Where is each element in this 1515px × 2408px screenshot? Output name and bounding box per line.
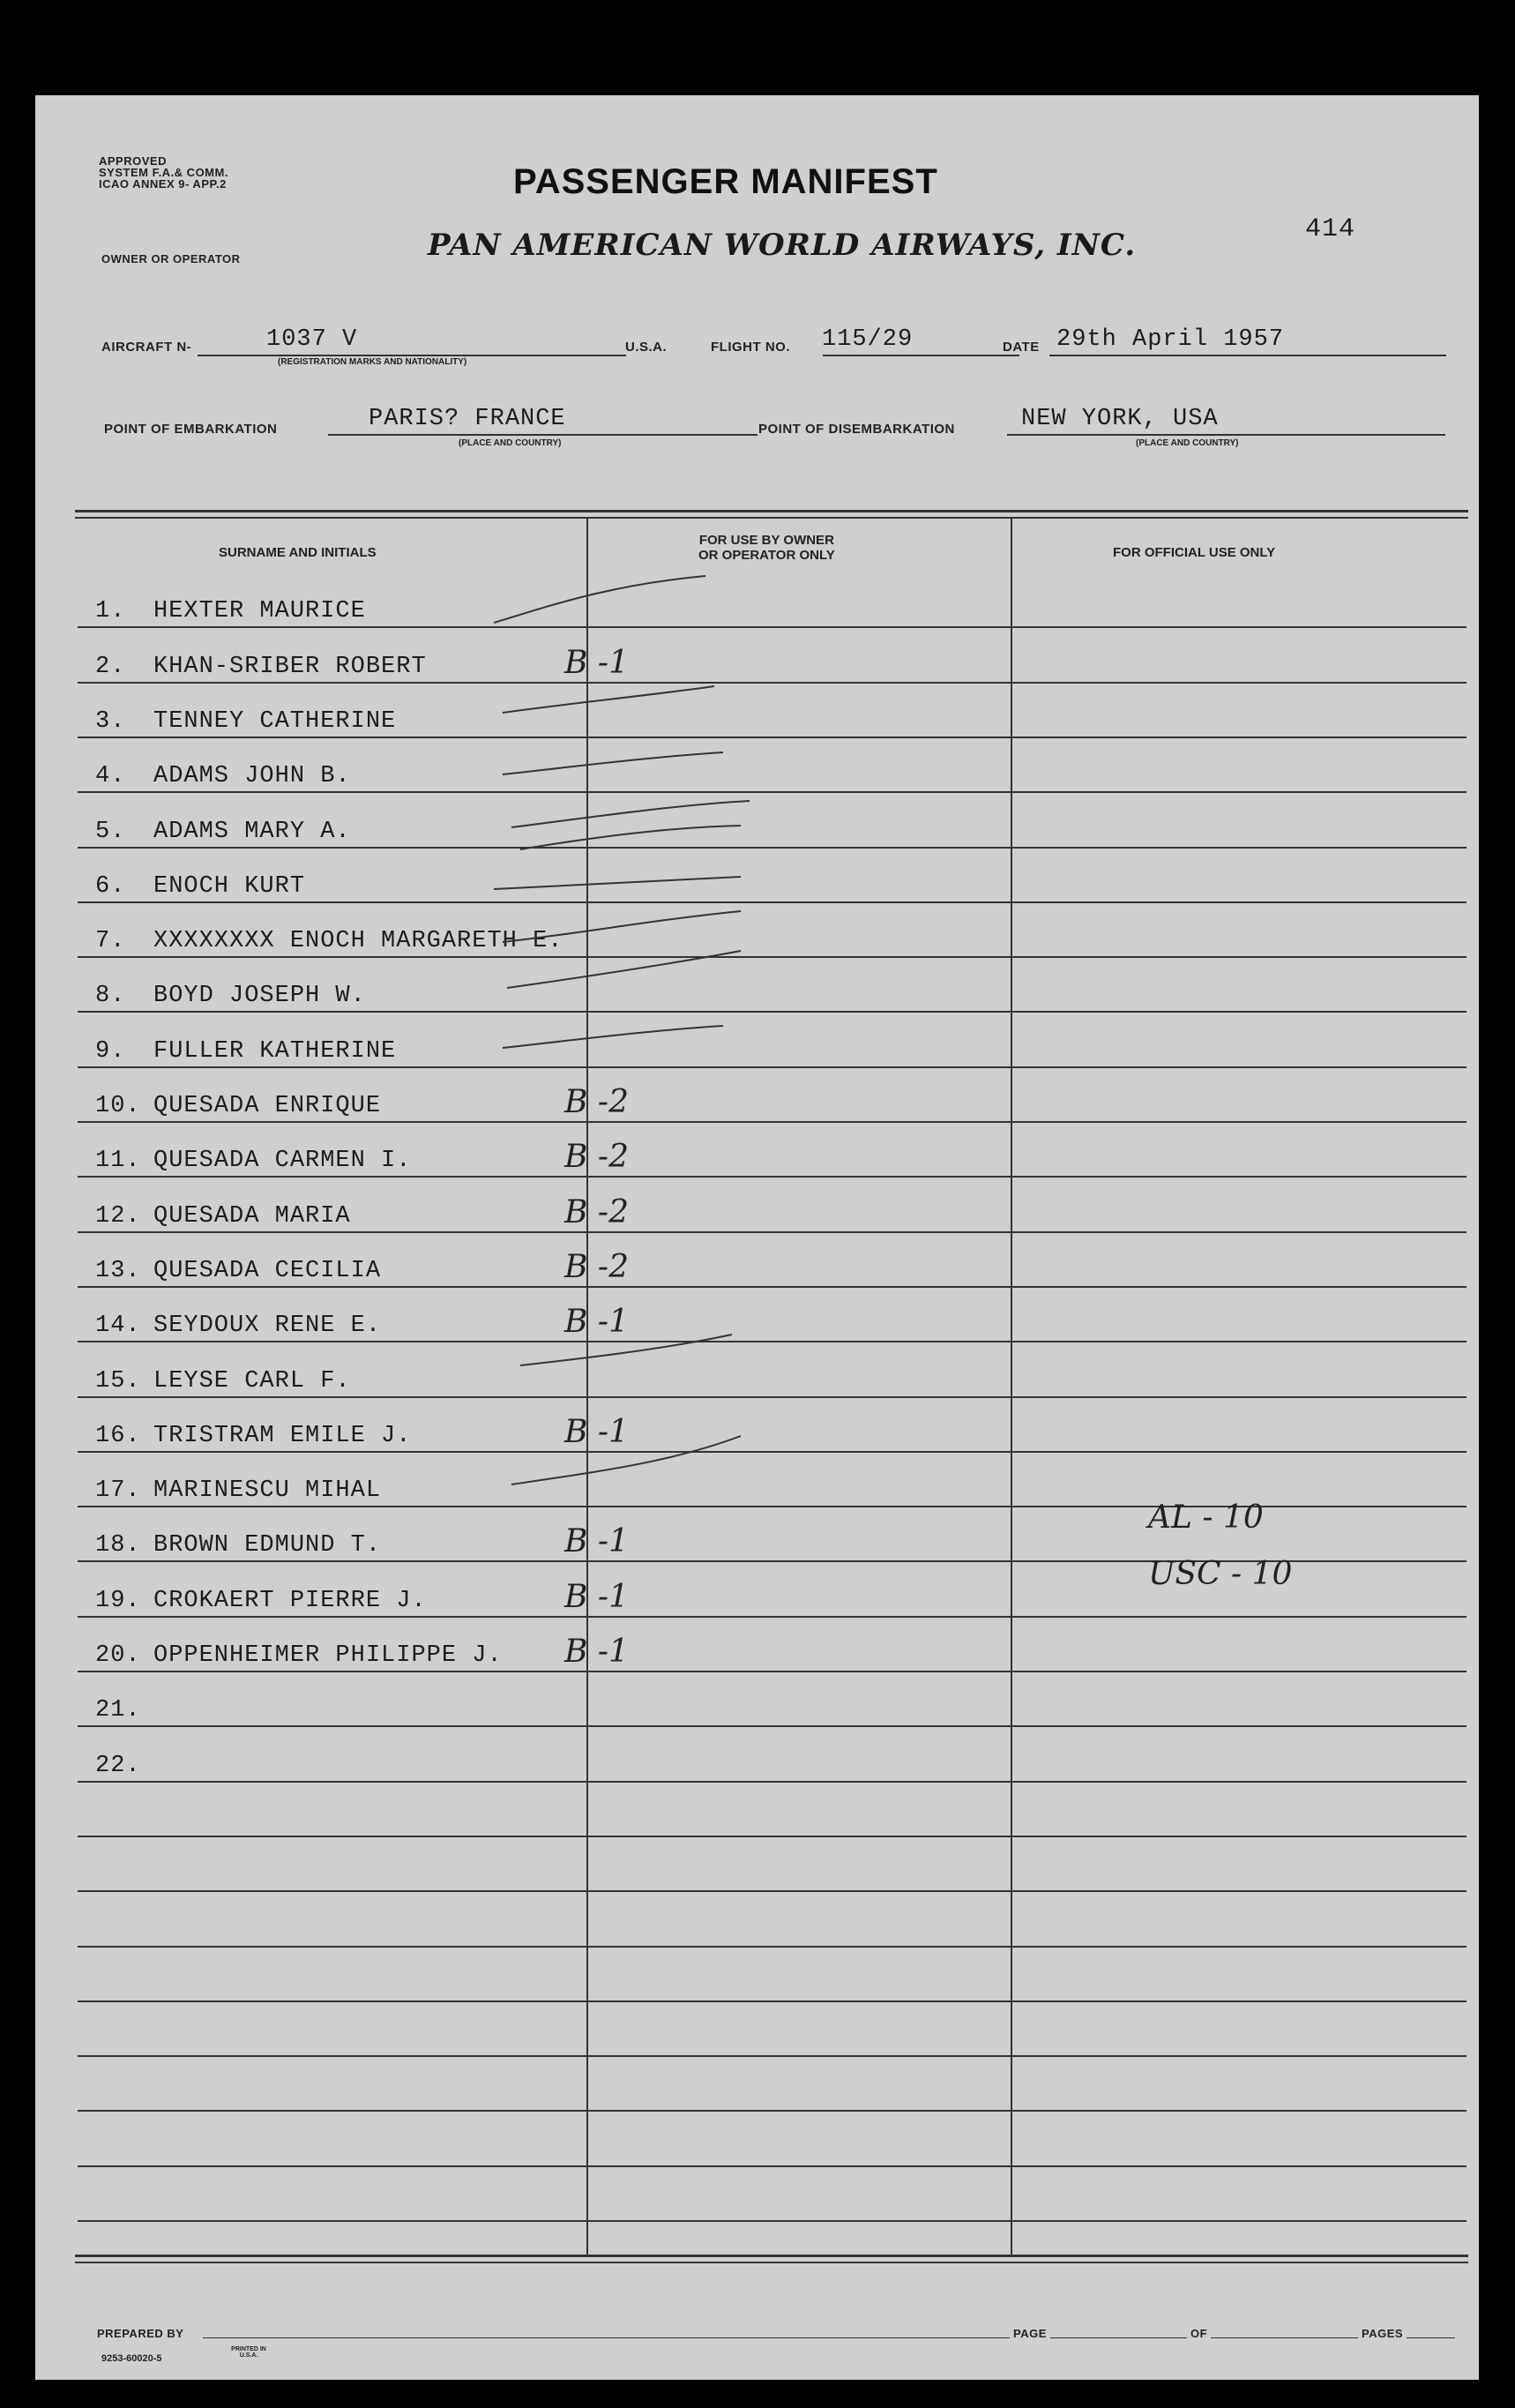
embarkation-label: POINT OF EMBARKATION bbox=[104, 422, 278, 437]
passenger-name: ADAMS MARY A. bbox=[153, 819, 351, 845]
disembarkation-place: NEW YORK, USA bbox=[1021, 406, 1219, 432]
row-number: 14. bbox=[95, 1312, 141, 1339]
passenger-name: MARINESCU MIHAL bbox=[153, 1477, 382, 1504]
operator-mark: B -2 bbox=[564, 1084, 629, 1120]
row-number: 3. bbox=[95, 708, 126, 735]
passenger-name: ADAMS JOHN B. bbox=[153, 763, 351, 789]
row-number: 21. bbox=[95, 1697, 141, 1724]
of-label: OF bbox=[1187, 2327, 1211, 2340]
embarkation-sublabel: (PLACE AND COUNTRY) bbox=[459, 438, 562, 448]
row-number: 8. bbox=[95, 983, 126, 1009]
disembarkation-sublabel: (PLACE AND COUNTRY) bbox=[1136, 438, 1239, 448]
operator-mark: B -1 bbox=[564, 1414, 629, 1450]
passenger-name: OPPENHEIMER PHILIPPE J. bbox=[153, 1642, 503, 1669]
operator-mark: B -1 bbox=[564, 1304, 629, 1340]
official-note: AL - 10 bbox=[1148, 1499, 1264, 1536]
approval-line: ICAO ANNEX 9- APP.2 bbox=[99, 177, 227, 191]
passenger-name: ENOCH KURT bbox=[153, 873, 306, 900]
passenger-name: QUESADA CECILIA bbox=[153, 1258, 382, 1284]
passenger-name: SEYDOUX RENE E. bbox=[153, 1312, 382, 1339]
operator-mark: B -2 bbox=[564, 1249, 629, 1285]
flight-date: 29th April 1957 bbox=[1056, 326, 1285, 353]
row-number: 18. bbox=[95, 1532, 141, 1559]
passenger-name: HEXTER MAURICE bbox=[153, 598, 366, 624]
row-number: 7. bbox=[95, 928, 126, 954]
operator-mark: B -2 bbox=[564, 1139, 629, 1175]
disembarkation-label: POINT OF DISEMBARKATION bbox=[758, 422, 955, 437]
operator-header-line: FOR USE BY OWNER bbox=[698, 533, 834, 548]
operator-mark: B -2 bbox=[564, 1194, 629, 1230]
form-number: 9253-60020-5 bbox=[101, 2353, 162, 2364]
passenger-name: CROKAERT PIERRE J. bbox=[153, 1588, 427, 1614]
aircraft-sublabel: (REGISTRATION MARKS AND NATIONALITY) bbox=[278, 357, 467, 367]
approval-line: APPROVED bbox=[99, 154, 167, 168]
page-label: PAGE bbox=[1010, 2327, 1050, 2340]
row-number: 10. bbox=[95, 1093, 141, 1119]
row-number: 6. bbox=[95, 873, 126, 900]
page-reference-number: 414 bbox=[1305, 214, 1356, 244]
approval-line: SYSTEM F.A.& COMM. bbox=[99, 166, 228, 179]
owner-label: OWNER OR OPERATOR bbox=[101, 252, 241, 265]
passenger-name: TRISTRAM EMILE J. bbox=[153, 1423, 412, 1449]
row-number: 20. bbox=[95, 1642, 141, 1669]
prepared-by-label: PREPARED BY bbox=[97, 2327, 184, 2340]
printed-in-usa: PRINTED IN U.S.A. bbox=[231, 2346, 266, 2359]
operator-mark: B -1 bbox=[564, 1579, 629, 1615]
airline-name: PAN AMERICAN WORLD AIRWAYS, INC. bbox=[428, 228, 1137, 263]
row-number: 1. bbox=[95, 598, 126, 624]
passenger-name: XXXXXXXX ENOCH MARGARETH E. bbox=[153, 928, 563, 954]
row-number: 9. bbox=[95, 1038, 126, 1065]
operator-mark: B -1 bbox=[564, 645, 629, 681]
handwritten-check-marks bbox=[35, 95, 1479, 2380]
passenger-name: LEYSE CARL F. bbox=[153, 1368, 351, 1395]
column-header-names: SURNAME AND INITIALS bbox=[219, 545, 377, 560]
row-number: 15. bbox=[95, 1368, 141, 1395]
passenger-name: KHAN-SRIBER ROBERT bbox=[153, 654, 427, 680]
passenger-name: FULLER KATHERINE bbox=[153, 1038, 397, 1065]
row-number: 22. bbox=[95, 1753, 141, 1779]
flight-label: FLIGHT NO. bbox=[711, 340, 790, 355]
embarkation-place: PARIS? FRANCE bbox=[369, 406, 566, 432]
passenger-name: QUESADA MARIA bbox=[153, 1203, 351, 1230]
passenger-name: BOYD JOSEPH W. bbox=[153, 983, 366, 1009]
official-note: USC - 10 bbox=[1148, 1556, 1293, 1592]
footer-line bbox=[203, 2337, 1455, 2338]
row-number: 13. bbox=[95, 1258, 141, 1284]
country-label: U.S.A. bbox=[625, 340, 668, 355]
row-number: 4. bbox=[95, 763, 126, 789]
passenger-name: TENNEY CATHERINE bbox=[153, 708, 397, 735]
operator-header-line: OR OPERATOR ONLY bbox=[698, 548, 835, 563]
operator-mark: B -1 bbox=[564, 1523, 629, 1559]
passenger-name: QUESADA ENRIQUE bbox=[153, 1093, 382, 1119]
aircraft-label: AIRCRAFT N- bbox=[101, 340, 192, 355]
date-label: DATE bbox=[1003, 340, 1040, 355]
row-number: 2. bbox=[95, 654, 126, 680]
page-title: PASSENGER MANIFEST bbox=[513, 162, 938, 201]
row-number: 11. bbox=[95, 1148, 141, 1174]
flight-number: 115/29 bbox=[822, 326, 914, 353]
pages-label: PAGES bbox=[1358, 2327, 1407, 2340]
row-number: 16. bbox=[95, 1423, 141, 1449]
passenger-name: QUESADA CARMEN I. bbox=[153, 1148, 412, 1174]
manifest-sheet bbox=[35, 95, 1479, 2380]
column-header-official: FOR OFFICIAL USE ONLY bbox=[1113, 545, 1276, 560]
row-number: 17. bbox=[95, 1477, 141, 1504]
operator-mark: B -1 bbox=[564, 1634, 629, 1670]
row-number: 12. bbox=[95, 1203, 141, 1230]
passenger-name: BROWN EDMUND T. bbox=[153, 1532, 382, 1559]
row-number: 19. bbox=[95, 1588, 141, 1614]
aircraft-registration: 1037 V bbox=[266, 326, 358, 353]
row-number: 5. bbox=[95, 819, 126, 845]
